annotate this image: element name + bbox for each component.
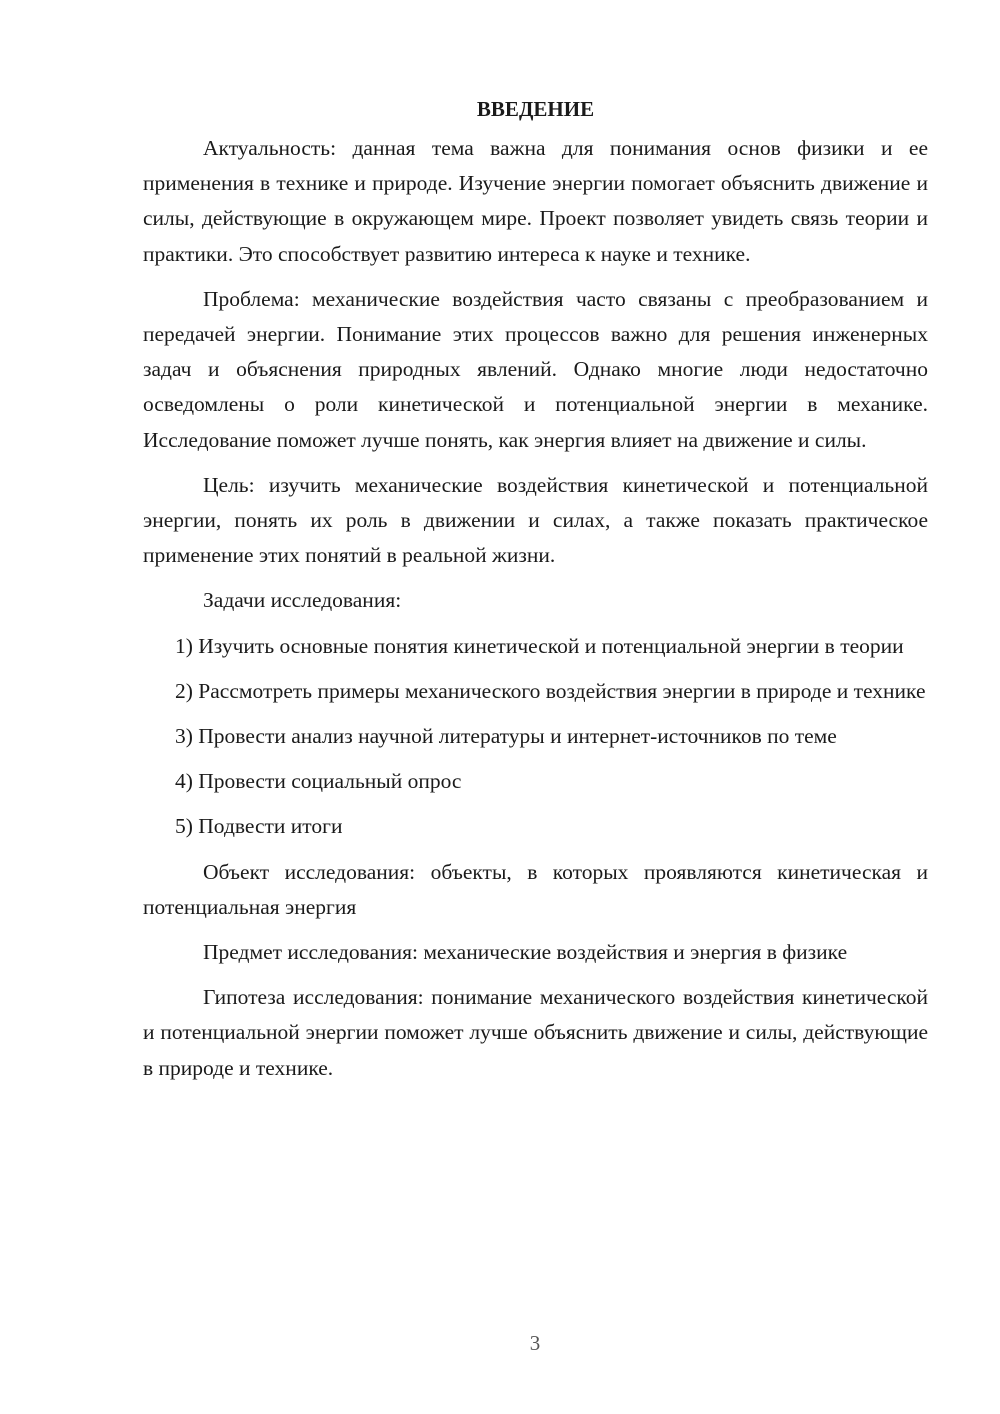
- task-item-1: 1) Изучить основные понятия кинетической и потенциальной энергии в теории: [175, 633, 904, 658]
- paragraph-goal: Цель: изучить механические воздействия кинетической и потенциальной энергии, понять их роль в движении и силах, а также показать практическое применение этих понятий в реальной жизни.: [143, 472, 928, 568]
- paragraph-problem: Проблема: механические воздействия часто связаны с преобразованием и передачей энергии. Понимание этих процессов важно для решения инженерных задач и объяснения природных явлений. Однако многие люди недостаточно осведомлены о роли кинетической и потенциальной энергии в механике. Исследование поможет лучше понять, как энергия влияет на движение и силы.: [143, 286, 928, 452]
- page-title: ВВЕДЕНИЕ: [476, 97, 595, 121]
- paragraph-object: Объект исследования: объекты, в которых проявляются кинетическая и потенциальная энергия: [143, 859, 928, 919]
- task-item-5: 5) Подвести итоги: [175, 814, 343, 839]
- page-number: 3: [529, 1331, 541, 1355]
- tasks-heading: Задачи исследования:: [203, 588, 402, 613]
- task-item-2: 2) Рассмотреть примеры механического воздействия энергии в природе и технике: [175, 678, 926, 703]
- paragraph-relevance: Актуальность: данная тема важна для понимания основ физики и ее применения в технике и природе. Изучение энергии помогает объяснить движение и силы, действующие в окружающем мире. Проект позволяет увидеть связь теории и практики. Это способствует развитию интереса к науке и технике.: [143, 136, 928, 266]
- document-body: [143, 92, 928, 1096]
- task-item-4: 4) Провести социальный опрос: [175, 769, 462, 794]
- paragraph-hypothesis: Гипотеза исследования: понимание механического воздействия кинетической и потенциальной энергии поможет лучше объяснить движение и силы, действующие в природе и технике.: [143, 985, 928, 1080]
- task-item-3: 3) Провести анализ научной литературы и интернет-источников по теме: [175, 724, 837, 749]
- paragraph-subject: Предмет исследования: механические воздействия и энергия в физике: [203, 940, 848, 965]
